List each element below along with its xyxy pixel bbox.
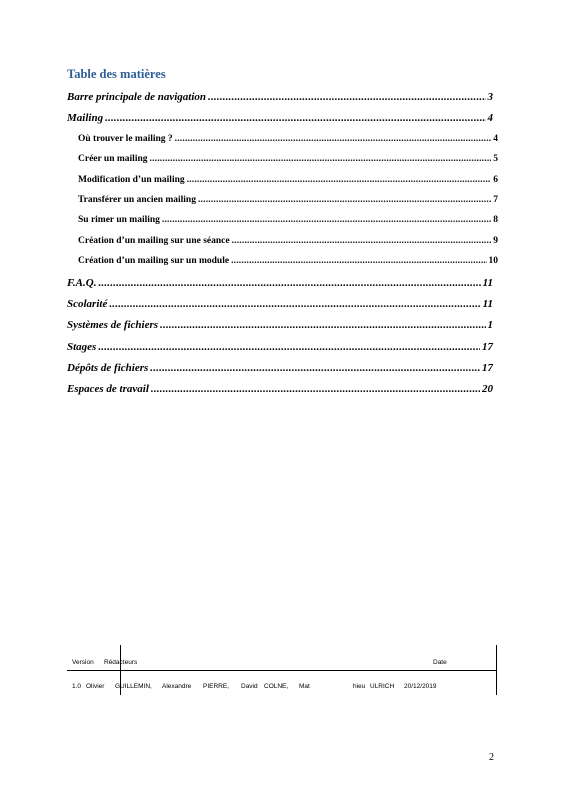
date-value: 20/12/2019 [404,683,437,690]
toc-entry-page: 8 [493,215,498,225]
toc-entry-label: Création d’un mailing sur un module [78,256,230,266]
dot-leader [162,215,491,225]
author-name: ULRICH [370,683,395,690]
toc-entry-page: 20 [482,383,493,395]
author-name: hieu [353,683,366,690]
toc-entry-label: Systèmes de fichiers [67,319,159,331]
dot-leader [105,112,485,124]
toc-subentry[interactable] [78,215,498,225]
dot-leader [175,134,492,144]
toc-subentry[interactable] [78,175,498,185]
toc-entry-page: 5 [493,154,498,164]
toc-entry[interactable] [67,383,493,395]
toc-entry-label: Scolarité [67,298,108,310]
toc-entry-page: 4 [493,134,498,144]
toc-entry[interactable] [67,341,493,353]
toc-entry-label: Où trouver le mailing ? [78,134,173,144]
author-name: David [241,683,258,690]
author-name: GUILLEMIN, [115,683,152,690]
dot-leader [150,154,492,164]
toc-subentry[interactable] [78,256,498,266]
dot-leader [231,256,486,266]
toc-entry-page: 17 [482,362,493,374]
toc-entry[interactable] [67,112,493,124]
toc-entry[interactable] [67,298,493,310]
toc-entry-page: 11 [482,298,493,310]
dot-leader [232,236,492,246]
toc-entry-page: 11 [482,277,493,289]
dot-leader [151,383,480,395]
toc-entry-label: Création d’un mailing sur une séance [78,236,230,246]
dot-leader [198,195,491,205]
toc-entry-page: 4 [487,112,493,124]
toc-entry-page: 1 [487,319,493,331]
toc-entry-label: Mailing [67,112,104,124]
toc-entry-page: 17 [482,341,493,353]
toc-entry[interactable] [67,91,493,103]
toc-entry-page: 7 [493,195,498,205]
toc-entry-label: Espaces de travail [67,383,149,395]
toc-entry-page: 10 [488,256,498,266]
author-name: Olivier [86,683,105,690]
author-name: Alexandre [162,683,192,690]
toc-entry-label: Stages [67,341,97,353]
toc-entry-page: 3 [487,91,493,103]
dot-leader [208,91,485,103]
version-value: 1.0 [72,683,82,690]
redacteurs-header: Rédacteurs [104,659,138,666]
toc-subentry[interactable] [78,195,498,205]
version-header: Version [72,659,94,666]
dot-leader [160,319,485,331]
toc-entry-page: 6 [493,175,498,185]
author-name: PIERRE, [203,683,230,690]
toc-subentry[interactable] [78,236,498,246]
toc-entry-label: Dépôts de fichiers [67,362,149,374]
version-table [67,645,497,695]
toc-entry-label: Su rimer un mailing [78,215,160,225]
dot-leader [150,362,480,374]
toc-subentry[interactable] [78,154,498,164]
date-header: Date [433,659,447,666]
toc-entry-label: Barre principale de navigation [67,91,207,103]
dot-leader [109,298,480,310]
toc-title: Table des matières [67,67,166,81]
toc-entry-page: 9 [493,236,498,246]
dot-leader [187,175,492,185]
toc-entry-label: F.A.Q. [67,277,97,289]
toc-entry[interactable] [67,277,493,289]
author-name: Mat [299,683,310,690]
table-divider [67,670,497,671]
toc-entry-label: Modification d’un mailing [78,175,185,185]
page-number: 2 [489,752,494,763]
dot-leader [98,277,480,289]
toc-entry-label: Créer un mailing [78,154,148,164]
toc-subentry[interactable] [78,134,498,144]
toc-entry[interactable] [67,362,493,374]
toc-entry-label: Transférer un ancien mailing [78,195,196,205]
dot-leader [98,341,480,353]
author-name: COLNE, [264,683,289,690]
toc-entry[interactable] [67,319,493,331]
